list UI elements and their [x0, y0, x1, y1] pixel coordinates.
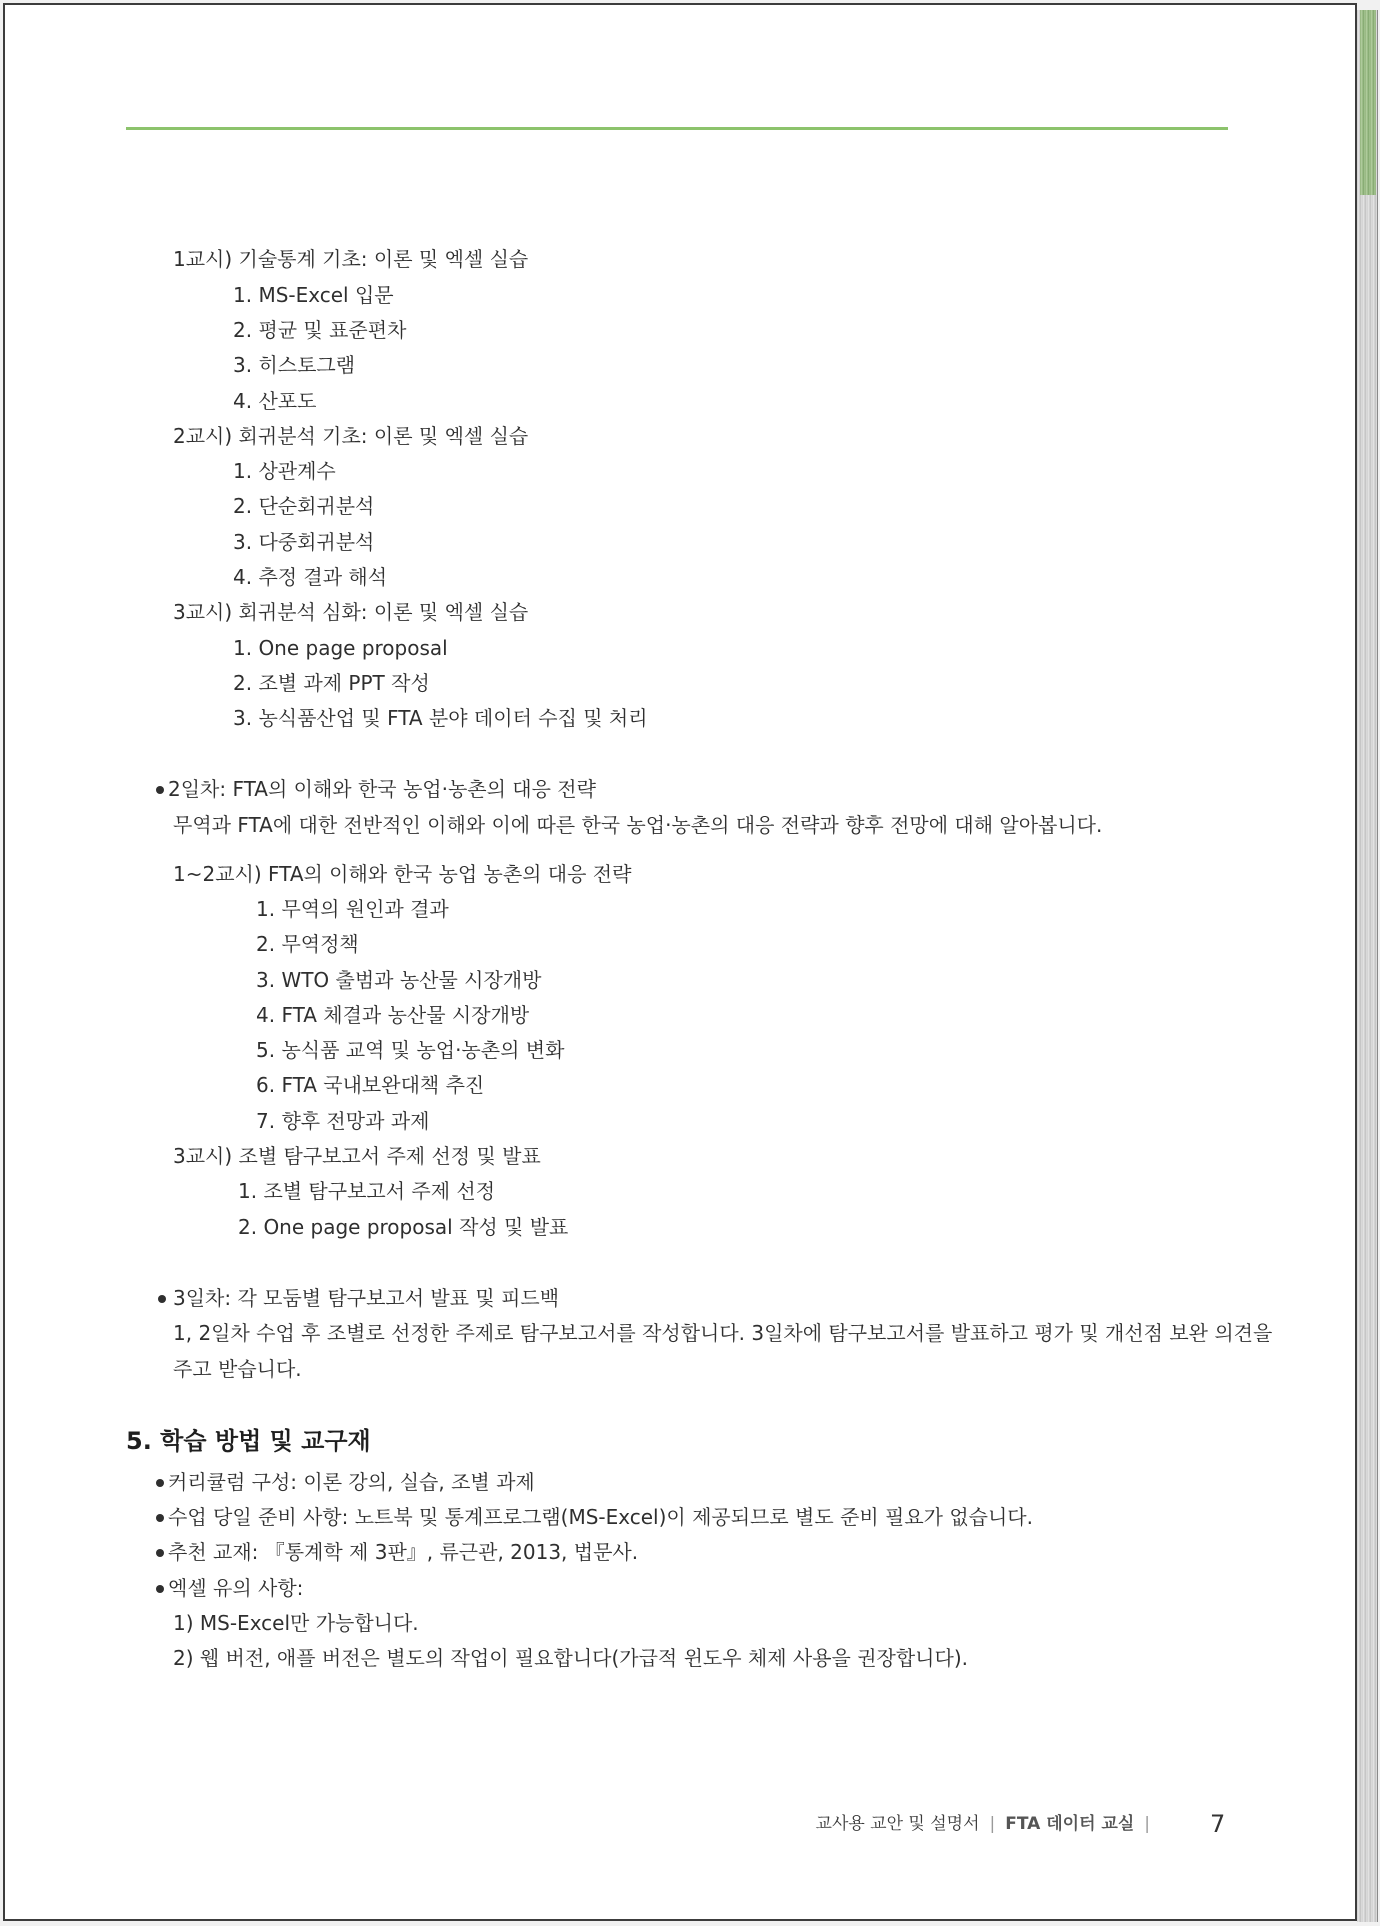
period-title: 1교시) 기술통계 기초: 이론 및 엑셀 실습 — [173, 247, 529, 271]
page-stack-edge — [1357, 10, 1378, 1922]
bullet-icon — [156, 1479, 164, 1487]
footer-separator: | — [989, 1814, 996, 1834]
list-item: 커리큘럼 구성: 이론 강의, 실습, 조별 과제 — [168, 1470, 535, 1494]
page-footer — [816, 1809, 1160, 1839]
day-description: 주고 받습니다. — [173, 1357, 302, 1381]
note-item: 2) 웹 버전, 애플 버전은 별도의 작업이 필요합니다(가급적 윈도우 체제 사용을 권장합니다). — [173, 1646, 968, 1670]
outline-item: 5. 농식품 교역 및 농업·농촌의 변화 — [256, 1038, 565, 1062]
outline-item: 2. 평균 및 표준편차 — [233, 318, 407, 342]
list-item: 추천 교재: 『통계학 제 3판』, 류근관, 2013, 법문사. — [168, 1540, 639, 1564]
outline-item: 1. One page proposal — [233, 636, 448, 660]
outline-item: 4. FTA 체결과 농산물 시장개방 — [256, 1003, 530, 1027]
outline-item: 3. 농식품산업 및 FTA 분야 데이터 수집 및 처리 — [233, 706, 648, 730]
section-heading: 5. 학습 방법 및 교구재 — [126, 1427, 371, 1455]
footer-doc-title: 교사용 교안 및 설명서 — [815, 1814, 980, 1834]
period-title: 2교시) 회귀분석 기초: 이론 및 엑셀 실습 — [173, 424, 529, 448]
outline-item: 3. 다중회귀분석 — [233, 530, 375, 554]
bullet-icon — [158, 1295, 166, 1303]
period-title: 1~2교시) FTA의 이해와 한국 농업 농촌의 대응 전략 — [173, 862, 632, 886]
outline-item: 1. 상관계수 — [233, 459, 336, 483]
period-title: 3교시) 회귀분석 심화: 이론 및 엑셀 실습 — [173, 600, 529, 624]
day-description: 무역과 FTA에 대한 전반적인 이해와 이에 따른 한국 농업·농촌의 대응 전략과 향후 전망에 대해 알아봅니다. — [173, 813, 1103, 837]
outline-item: 7. 향후 전망과 과제 — [256, 1109, 430, 1133]
outline-item: 3. 히스토그램 — [233, 353, 356, 377]
outline-item: 2. 무역정책 — [256, 932, 359, 956]
outline-item: 2. One page proposal 작성 및 발표 — [238, 1215, 569, 1239]
outline-item: 3. WTO 출범과 농산물 시장개방 — [256, 968, 542, 992]
footer-separator: | — [1144, 1814, 1150, 1834]
day-heading: 3일차: 각 모둠별 탐구보고서 발표 및 피드백 — [173, 1286, 560, 1310]
day-description: 1, 2일차 수업 후 조별로 선정한 주제로 탐구보고서를 작성합니다. 3일차에 탐구보고서를 발표하고 평가 및 개선점 보완 의견을 — [173, 1321, 1273, 1345]
bullet-icon — [156, 1549, 164, 1557]
outline-item: 4. 추정 결과 해석 — [233, 565, 388, 589]
outline-item: 2. 단순회귀분석 — [233, 494, 375, 518]
bullet-icon — [156, 1585, 164, 1593]
page-number: 7 — [1210, 1810, 1226, 1838]
list-item: 엑셀 유의 사항: — [168, 1576, 304, 1600]
outline-item: 1. 조별 탐구보고서 주제 선정 — [238, 1179, 496, 1203]
outline-item: 4. 산포도 — [233, 389, 317, 413]
outline-item: 1. MS-Excel 입문 — [233, 283, 394, 307]
outline-item: 1. 무역의 원인과 결과 — [256, 897, 449, 921]
header-accent-rule — [126, 127, 1228, 130]
note-item: 1) MS-Excel만 가능합니다. — [173, 1611, 419, 1635]
period-title: 3교시) 조별 탐구보고서 주제 선정 및 발표 — [173, 1144, 541, 1168]
list-item: 수업 당일 준비 사항: 노트북 및 통계프로그램(MS-Excel)이 제공되므로 별도 준비 필요가 없습니다. — [168, 1505, 1033, 1529]
outline-item: 6. FTA 국내보완대책 추진 — [256, 1073, 485, 1097]
bullet-icon — [156, 786, 164, 794]
green-page-tab — [1360, 10, 1376, 195]
footer-course-name: FTA 데이터 교실 — [1005, 1814, 1135, 1834]
bullet-icon — [156, 1514, 164, 1522]
day-heading: 2일차: FTA의 이해와 한국 농업·농촌의 대응 전략 — [168, 777, 596, 801]
outline-item: 2. 조별 과제 PPT 작성 — [233, 671, 430, 695]
